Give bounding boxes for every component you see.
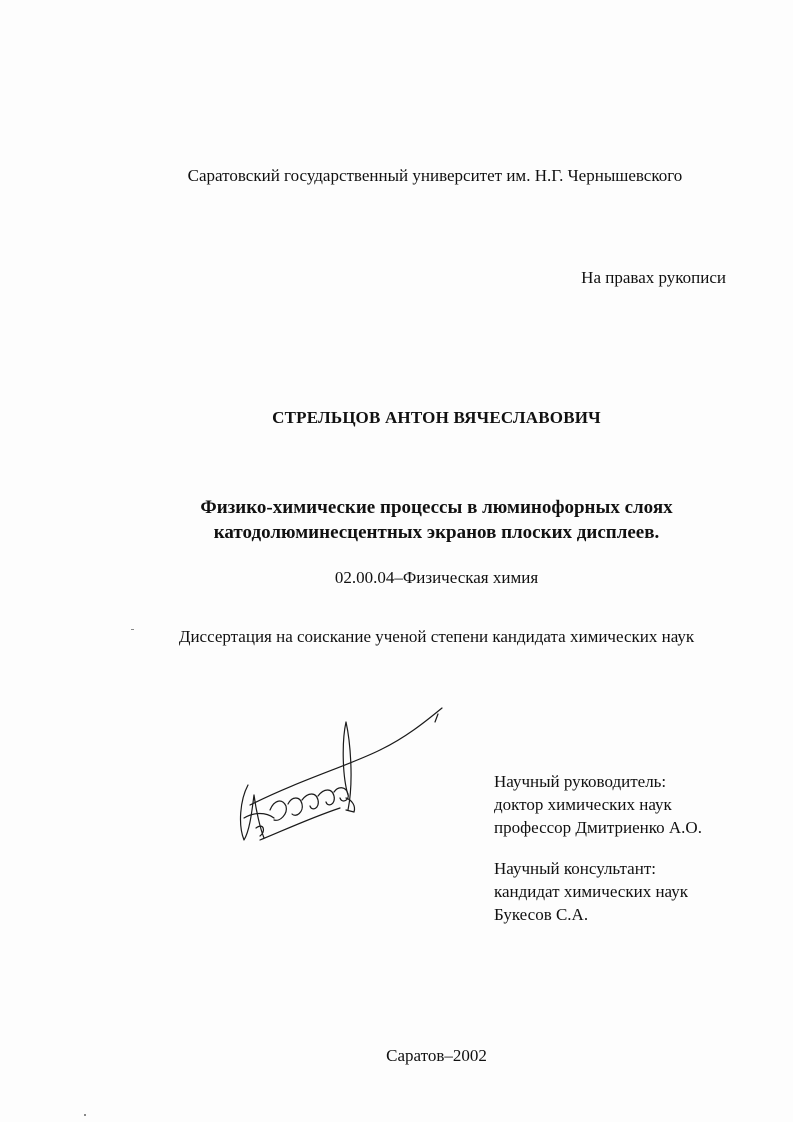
title-line-1: Физико-химические процессы в люминофорных слоях bbox=[200, 497, 673, 518]
dissertation-statement: Диссертация на соискание ученой степени кандидата химических наук bbox=[178, 627, 695, 646]
consultant-role: Научный консультант: bbox=[494, 859, 656, 878]
supervisor-role: Научный руководитель: bbox=[494, 772, 667, 791]
spacer bbox=[494, 839, 702, 857]
signature-icon bbox=[230, 700, 450, 860]
scan-speck bbox=[84, 1114, 86, 1116]
manuscript-note: На правах рукописи bbox=[581, 268, 726, 287]
university-name: Саратовский государственный университет им. Н.Г. Чернышевского bbox=[187, 166, 683, 185]
supervisor-name: профессор Дмитриенко А.О. bbox=[494, 818, 702, 837]
consultant-name: Букесов С.А. bbox=[494, 905, 589, 924]
supervisor-degree: доктор химических наук bbox=[494, 795, 672, 814]
city-year: Саратов–2002 bbox=[386, 1046, 487, 1065]
title-line-2: катодолюминесцентных экранов плоских дисплеев. bbox=[213, 522, 660, 543]
author-name: СТРЕЛЬЦОВ АНТОН ВЯЧЕСЛАВОВИЧ bbox=[272, 408, 601, 427]
consultant-degree: кандидат химических наук bbox=[494, 882, 688, 901]
specialty: 02.00.04–Физическая химия bbox=[334, 568, 539, 587]
advisors-block bbox=[494, 770, 702, 926]
